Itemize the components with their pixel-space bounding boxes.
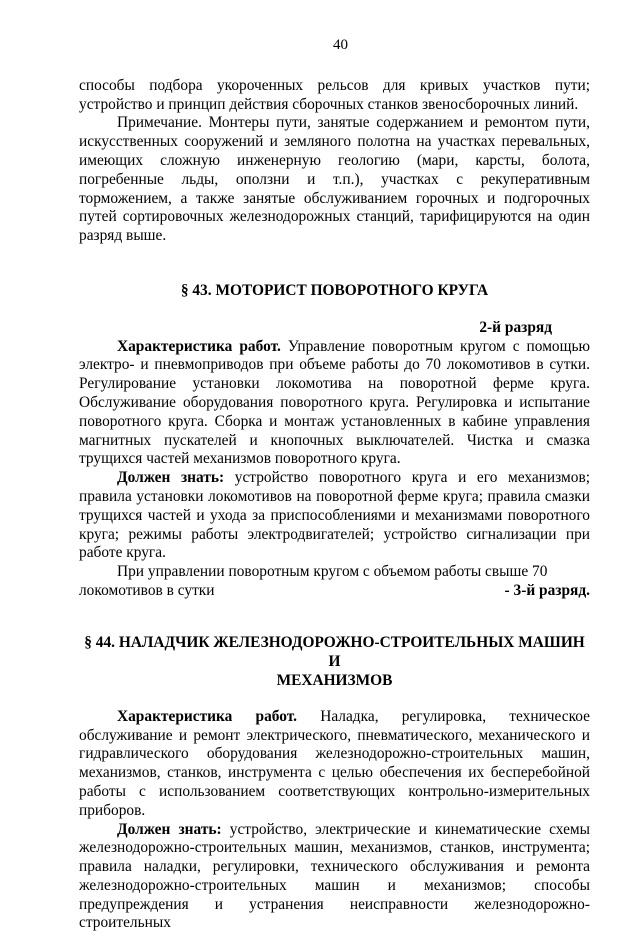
continuation-paragraph: способы подбора укороченных рельсов для кривых участков пути; устройство и принцип действия сборочных станков звеносборочных линий. [79,77,590,115]
section-43-characteristics-text: Управление поворотным кругом с помощью электро- и пневмоприводов при объеме работы до 70 локомотивов в сутки. Регулирование установки локомотива на поворотной ферме круга. Обслуживание оборудования поворотного круга. Регулировка и испытание поворотного круга. Сборка и монтаж установленных в кабине управления магнитных пускателей и кнопочных выключателей. Чистка и смазка трущихся частей механизмов поворотного круга. [79,338,590,468]
section-43-extra-grade: - 3-й разряд. [505,582,590,601]
section-44-knowledge-text: устройство, электрические и кинематические схемы железнодорожно-строительных машин, механизмов, станков, инструмента; правила наладки, регулировки, технического обслуживания и ремонта железнодорожно-строительных машин и механизмов; способы предупреждения и устранения неисправности железнодорожно-строительных [79,821,590,932]
page-number: 40 [91,36,590,55]
section-44-heading [79,633,590,690]
section-43-knowledge [79,469,590,563]
section-44-characteristics-label: Характеристика работ. [117,708,297,725]
section-44-heading-line-1: § 44. НАЛАДЧИК ЖЕЛЕЗНОДОРОЖНО-СТРОИТЕЛЬНЫХ МАШИН И [79,633,590,671]
section-43-knowledge-text: устройство поворотного круга и его механизмов; правила установки локомотивов на поворотной ферме круга; правила смазки трущихся частей и ухода за приспособлениями и механизмами поворотного круга; режимы работы электродвигателей; устройство сигнализации при работе круга. [79,469,590,561]
section-44-heading-line-2: МЕХАНИЗМОВ [79,671,590,690]
note-paragraph: Примечание. Монтеры пути, занятые содержанием и ремонтом пути, искусственных сооружений и земляного полотна на участках перевальных, имеющих сложную инженерную геологию (мари, карсты, болота, погребенные льды, оползни и т.п.), участках с рекуперативным торможением, а также занятые обслуживанием горочных и подгорочных путей сортировочных железнодорожных станций, тарифицируются на один разряд выше. [79,114,590,246]
section-43-heading: § 43. МОТОРИСТ ПОВОРОТНОГО КРУГА [79,282,590,301]
section-43-extra-line-2 [79,582,590,601]
section-43-characteristics-label: Характеристика работ. [117,338,281,355]
section-43-extra-text: локомотивов в сутки [79,582,215,601]
section-44-knowledge-label: Должен знать: [117,821,222,838]
section-43-characteristics [79,338,590,470]
section-44-characteristics-text: Наладка, регулировка, техническое обслуживание и ремонт электрического, пневматического, механического и гидравлического оборудования железнодорожно-строительных машин, механизмов, станков, инструмента с целью обеспечения их бесперебойной работы с использованием соответствующих контрольно-измерительных приборов. [79,708,590,819]
section-44-characteristics [79,708,590,821]
section-43-extra-line-1: При управлении поворотным кругом с объемом работы свыше 70 [79,563,590,582]
section-44-knowledge [79,821,590,933]
section-43-grade: 2-й разряд [79,319,552,338]
section-43-knowledge-label: Должен знать: [117,469,224,486]
